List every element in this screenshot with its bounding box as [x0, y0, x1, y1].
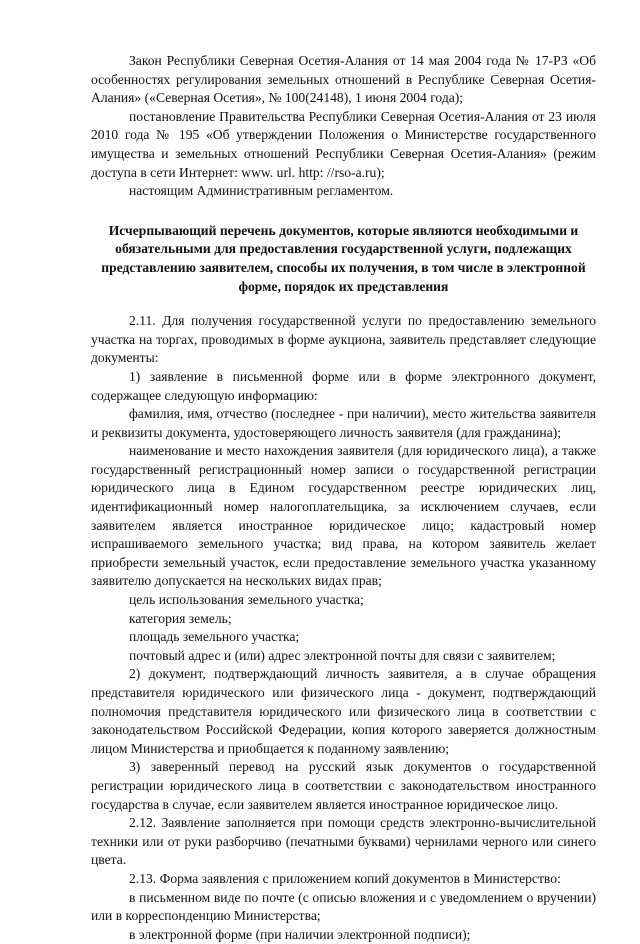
paragraph-item-3: 3) заверенный перевод на русский язык документов о государственной регистрации юридического лица в соответствии с законодательством иностранного государства в случае, если заявителем является иностранное юридическое лицо.	[91, 759, 596, 812]
paragraph-contact-address: почтовый адрес и (или) адрес электронной почты для связи с заявителем;	[129, 647, 556, 663]
paragraph-2-11: 2.11. Для получения государственной услуги по предоставлению земельного участка на торгах, проводимых в форме аукциона, заявитель представляет следующие документы:	[91, 313, 596, 366]
paragraph-land-area: площадь земельного участка;	[129, 629, 300, 645]
paragraph-land-use-purpose: цель использования земельного участка;	[129, 592, 364, 608]
document-page	[91, 52, 596, 944]
paragraph-citizen-info: фамилия, имя, отчество (последнее - при наличии), место жительства заявителя и реквизиты документа, удостоверяющего личность заявителя (для гражданина);	[91, 406, 596, 440]
paragraph-land-category: категория земель;	[129, 610, 232, 626]
paragraph-by-mail: в письменном виде по почте (с описью вложения и с уведомлением о вручении) или в корреспонденцию Министерства;	[91, 889, 596, 924]
intro-paragraph-law: Закон Республики Северная Осетия-Алания от 14 мая 2004 года № 17-РЗ «Об особенностях регулирования земельных отношений в Республике Северная Осетия-Алания» («Северная Осетия», № 100(24148), 1 июня 2004 года);	[91, 53, 596, 106]
intro-paragraph-regulation: настоящим Административным регламентом.	[129, 183, 394, 199]
paragraph-2-12: 2.12. Заявление заполняется при помощи средств электронно-вычислительной техники или от руки разборчиво (печатными буквами) чернилами черного или синего цвета.	[91, 815, 596, 868]
paragraph-item-1: 1) заявление в письменной форме или в форме электронного документ, содержащее следующую информацию:	[91, 368, 596, 403]
section-heading: Исчерпывающий перечень документов, которые являются необходимыми и обязательными для предоставления государственной услуги, подлежащих представлению заявителем, способы их получения, в том числе в электронной форме, порядок их представления	[101, 222, 586, 294]
paragraph-legal-entity-info: наименование и место нахождения заявителя (для юридического лица), а также государственный регистрационный номер записи о государственной регистрации юридического лица в Едином государственном реестре юридических лиц, идентификационный номер налогоплательщика, за исключением случаев, если заявителем является иностранное юридическое лицо; кадастровый номер испрашиваемого земельного участка; вид права, на котором заявитель желает приобрести земельный участок, если предоставление земельного участка указанному заявителю допускается на нескольких видах прав;	[91, 443, 596, 589]
paragraph-electronic-form: в электронной форме (при наличии электронной подписи);	[129, 926, 471, 942]
paragraph-item-2: 2) документ, подтверждающий личность заявителя, а в случае обращения представителя юридического или физического лица - документ, подтверждающий полномочия представителя юридического или физического лица в соответствии с законодательством Российской Федерации, копия которого заверяется должностным лицом Министерства и приобщается к поданному заявлению;	[91, 666, 596, 756]
paragraph-2-13: 2.13. Форма заявления с приложением копий документов в Министерство:	[129, 870, 561, 886]
intro-paragraph-resolution: постановление Правительства Республики Северная Осетия-Алания от 23 июля 2010 года № 195 «Об утверждении Положения о Министерстве государственного имущества и земельных отношений Республики Северная Осетия-Алания» (режим доступа в сети Интернет: www. url. http: //rso-a.ru);	[91, 108, 596, 180]
